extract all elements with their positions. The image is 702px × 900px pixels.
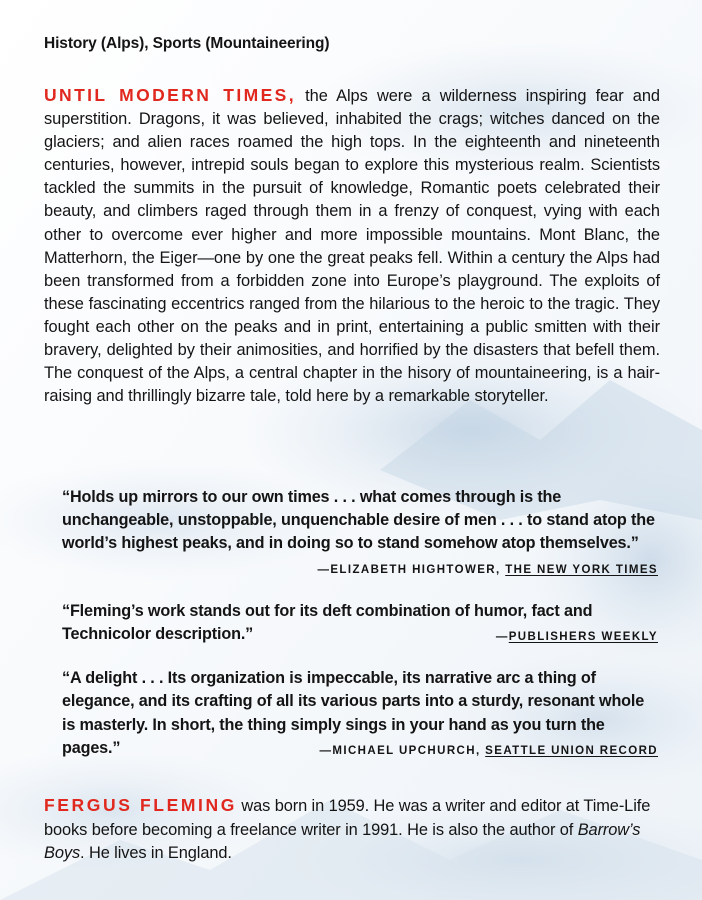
category-label: History (Alps), Sports (Mountaineering) <box>44 35 330 52</box>
quote-attribution <box>317 559 658 582</box>
author-bio <box>44 794 660 866</box>
author-name: FERGUS FLEMING <box>44 795 237 815</box>
quote-source: PUBLISHERS WEEKLY <box>508 631 658 644</box>
quote-author: —MICHAEL UPCHURCH, <box>319 744 481 757</box>
review-quotes <box>62 486 658 781</box>
description-paragraph <box>44 84 660 408</box>
review-quote <box>62 486 658 582</box>
quote-author: —ELIZABETH HIGHTOWER, <box>317 563 501 576</box>
quote-text: “A delight . . . Its organization is impeccable, its narrative arc a thing of elegance, and its crafting of all its various parts into a sturdy, resonant whole is masterly. In short, the thing simply sings in your hand as you turn the pages.” <box>62 669 645 757</box>
quote-attribution <box>319 740 658 763</box>
review-quote <box>62 600 658 649</box>
author-bio-text-before: was born in 1959. He was a writer and editor at Time-Life books before becoming a freelance writer in 1991. He is also the author of <box>44 797 651 839</box>
quote-attribution <box>496 626 658 649</box>
quote-source: SEATTLE UNION RECORD <box>485 744 658 757</box>
quote-text: “Fleming’s work stands out for its deft combination of humor, fact and Technicolor description.” <box>62 601 593 644</box>
author-bio-text-after: . He lives in England. <box>80 844 232 863</box>
description-lead: UNTIL MODERN TIMES, <box>44 85 296 105</box>
quote-text: “Holds up mirrors to our own times . . . what comes through is the unchangeable, unstoppable, unquenchable desire of men . . . to stand atop the world’s highest peaks, and in doing so to stand somehow atop themselves.” <box>62 488 655 553</box>
description-body: the Alps were a wilderness inspiring fear and superstition. Dragons, it was believed, inhabited the crags; witches danced on the glaciers; and alien races roamed the high tops. In the eighteenth and nineteenth centuries, however, intrepid souls began to explore this mysterious realm. Scientists tackled the summits in the pursuit of knowledge, Romantic poets celebrated their beauty, and climbers raged through them in a frenzy of conquest, vying with each other to overcome ever higher and more impossible mountains. Mont Blanc, the Matterhorn, the Eiger—one by one the great peaks fell. Within a century the Alps had been transformed from a forbidden zone into Europe’s playground. The exploits of these fascinating eccentrics ranged from the hilarious to the heroic to the tragic. They fought each other on the peaks and in print, entertaining a public smitten with their bravery, delighted by their animosities, and horrified by the disasters that befell them. The conquest of the Alps, a central chapter in the hisory of mountaineering, is a hair-raising and thrillingly bizarre tale, told here by a remarkable storyteller. <box>44 87 661 406</box>
review-quote <box>62 667 658 763</box>
author-other-book: Barrow’s Boys <box>44 820 641 863</box>
quote-source: THE NEW YORK TIMES <box>505 563 658 576</box>
quote-author: — <box>495 631 509 644</box>
